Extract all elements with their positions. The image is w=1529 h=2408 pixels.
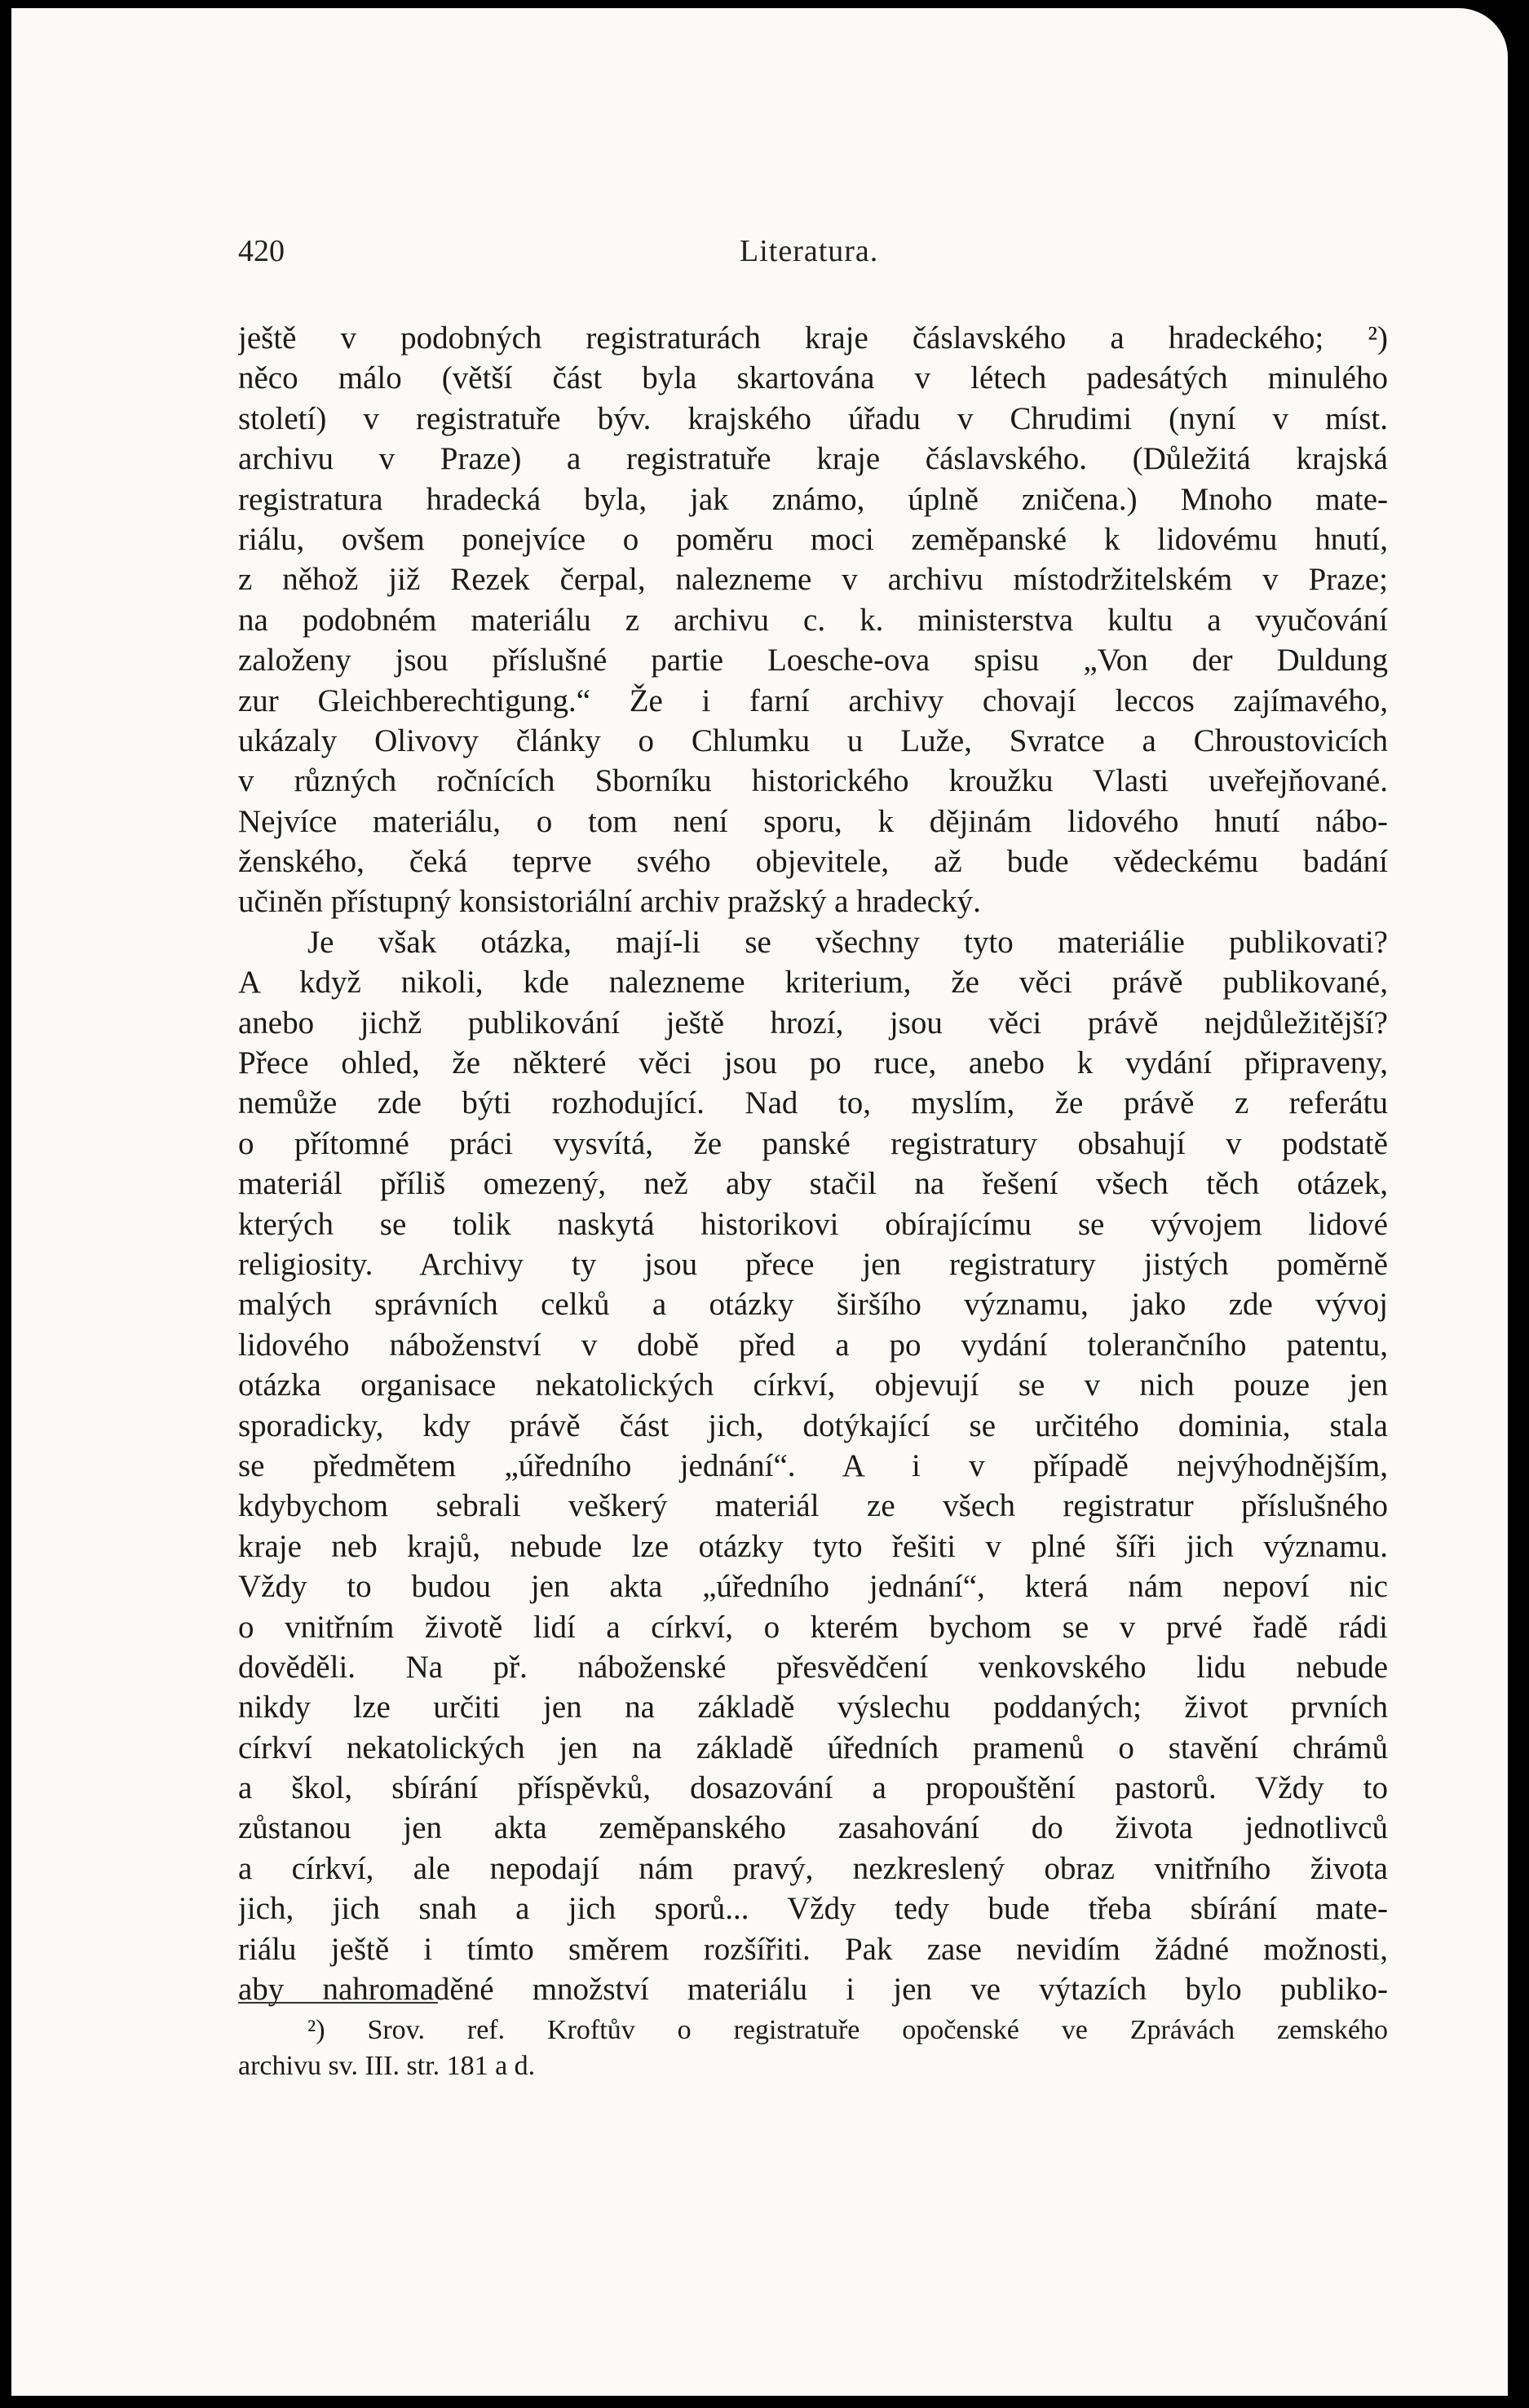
text-line: Vždy to budou jen akta „úředního jednání“, která nám nepoví nic — [238, 1569, 1388, 1605]
page-number: 420 — [238, 234, 285, 268]
text-line: století) v registratuře býv. krajského úřadu v Chrudimi (nyní v míst. — [238, 400, 1388, 436]
text-line: na podobném materiálu z archivu c. k. ministerstva kultu a vyučování — [238, 602, 1388, 638]
footnotes — [238, 2013, 1388, 2084]
text-line: kterých se tolik naskytá historikovi obírajícímu se vývojem lidové — [238, 1206, 1388, 1242]
text-line: dověděli. Na př. náboženské přesvědčení venkovského lidu nebude — [238, 1649, 1388, 1685]
text-line: Je však otázka, mají-li se všechny tyto materiálie publikovati? — [307, 924, 1388, 960]
text-line: archivu v Praze) a registratuře kraje čáslavského. (Důležitá krajská — [238, 441, 1388, 477]
text-line: něco málo (větší část byla skartována v létech padesátých minulého — [238, 360, 1388, 396]
text-line: nikdy lze určiti jen na základě výslechu poddaných; život prvních — [238, 1690, 1388, 1725]
text-line: kdybychom sebrali veškerý materiál ze všech registratur příslušného — [238, 1488, 1388, 1524]
text-line: nemůže zde býti rozhodující. Nad to, myslím, že právě z referátu — [238, 1085, 1388, 1121]
text-line: církví nekatolických jen na základě úředních pramenů o stavění chrámů — [238, 1730, 1388, 1765]
footnote-line: archivu sv. III. str. 181 a d. — [238, 2051, 536, 2081]
text-line: v různých ročnících Sborníku historického kroužku Vlasti uveřejňované. — [238, 763, 1388, 799]
main-text — [238, 318, 1388, 2009]
text-line: ženského, čeká teprve svého objevitele, až bude vědeckému badání — [238, 844, 1388, 880]
text-line: ještě v podobných registraturách kraje čáslavského a hradeckého; ²) — [238, 320, 1388, 356]
text-line: jich, jich snah a jich sporů... Vždy tedy bude třeba sbírání mate- — [238, 1891, 1388, 1927]
running-title: Literatura. — [740, 234, 879, 268]
text-line: A když nikoli, kde nalezneme kriterium, že věci právě publikované, — [238, 965, 1388, 1001]
text-line: z něhož již Rezek čerpal, nalezneme v archivu místodržitelském v Praze; — [238, 562, 1388, 598]
text-line: otázka organisace nekatolických církví, objevují se v nich pouze jen — [238, 1367, 1388, 1403]
text-line: materiál příliš omezený, než aby stačil na řešení všech těch otázek, — [238, 1166, 1388, 1202]
text-line: riálu, ovšem ponejvíce o poměru moci zeměpanské k lidovému hnutí, — [238, 521, 1388, 557]
text-line: lidového náboženství v době před a po vydání tolerančního patentu, — [238, 1327, 1388, 1363]
text-line: o přítomné práci vysvítá, že panské registratury obsahují v podstatě — [238, 1125, 1388, 1161]
text-line: učiněn přístupný konsistoriální archiv pražský a hradecký. — [238, 884, 981, 920]
text-line: Nejvíce materiálu, o tom není sporu, k dějinám lidového hnutí nábo- — [238, 803, 1388, 839]
text-line: založeny jsou příslušné partie Loesche-ova spisu „Von der Duldung — [238, 643, 1388, 678]
text-line: kraje neb krajů, nebude lze otázky tyto řešiti v plné šíři jich významu. — [238, 1528, 1388, 1564]
text-line: a církví, ale nepodají nám pravý, nezkreslený obraz vnitřního života — [238, 1850, 1388, 1886]
text-line: anebo jichž publikování ještě hrozí, jsou věci právě nejdůležitější? — [238, 1005, 1388, 1041]
text-line: zůstanou jen akta zeměpanského zasahování do života jednotlivců — [238, 1810, 1388, 1846]
text-line: o vnitřním životě lidí a církví, o kterém bychom se v prvé řadě rádi — [238, 1609, 1388, 1645]
text-line: a škol, sbírání příspěvků, dosazování a propouštění pastorů. Vždy to — [238, 1770, 1388, 1806]
text-line: se předmětem „úředního jednání“. A i v případě nejvýhodnějším, — [238, 1447, 1388, 1483]
text-line: sporadicky, kdy právě část jich, dotýkající se určitého dominia, stala — [238, 1407, 1388, 1443]
text-line: religiosity. Archivy ty jsou přece jen registratury jistých poměrně — [238, 1246, 1388, 1282]
footnote-divider — [238, 2002, 438, 2004]
text-line: riálu ještě i tímto směrem rozšířiti. Pak zase nevidím žádné možnosti, — [238, 1931, 1388, 1967]
page-header — [238, 233, 1388, 282]
text-line: registratura hradecká byla, jak známo, úplně zničena.) Mnoho mate- — [238, 481, 1388, 517]
text-line: ukázaly Olivovy články o Chlumku u Luže, Svratce a Chroustovicích — [238, 722, 1388, 758]
footnote-line: ²) Srov. ref. Kroftův o registratuře opočenské ve Zprávách zemského — [307, 2015, 1388, 2045]
text-line: zur Gleichberechtigung.“ Že i farní archivy chovají leccos zajímavého, — [238, 683, 1388, 718]
text-line: aby nahromaděné množství materiálu i jen ve výtazích bylo publiko- — [238, 1972, 1388, 2008]
text-line: Přece ohled, že některé věci jsou po ruce, anebo k vydání připraveny, — [238, 1045, 1388, 1081]
text-line: malých správních celků a otázky širšího významu, jako zde vývoj — [238, 1287, 1388, 1323]
